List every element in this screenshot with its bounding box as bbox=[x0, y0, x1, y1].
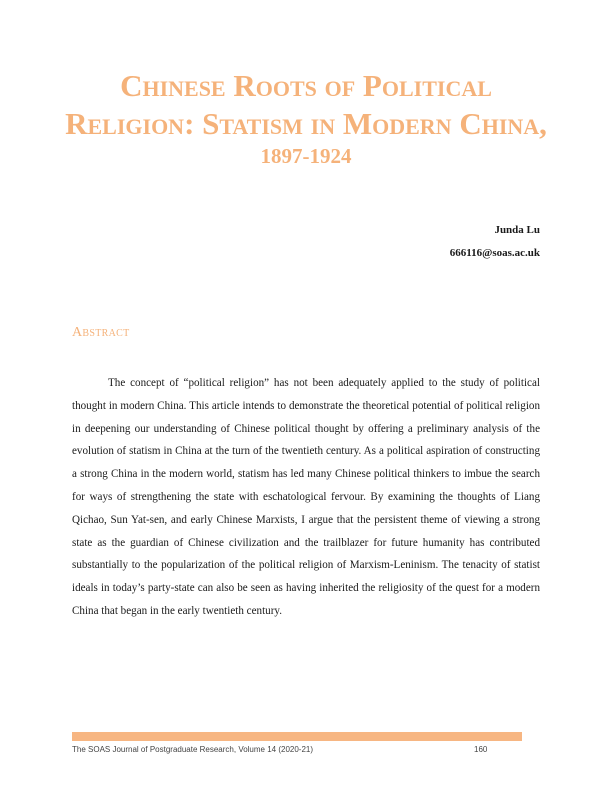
article-title-line-2: Religion: Statism in Modern China, bbox=[65, 106, 547, 141]
author-name: Junda Lu bbox=[494, 224, 540, 236]
footer-accent-bar bbox=[72, 732, 522, 741]
author-email: 666116@soas.ac.uk bbox=[449, 247, 540, 259]
abstract-heading: Abstract bbox=[72, 325, 130, 340]
article-title-line-1: Chinese Roots of Political bbox=[120, 68, 492, 103]
footer-journal-citation: The SOAS Journal of Postgraduate Research, Volume 14 (2020-21) bbox=[72, 745, 314, 754]
abstract-text: The concept of “political religion” has not been adequately applied to the study of political thought in modern China. This article intends to demonstrate the theoretical potential of political religion in deepening our understanding of Chinese political thought by offering a preliminary analysis of the evolution of statism in China at the turn of the twentieth century. As a political aspiration of constructing a strong China in the modern world, statism has led many Chinese political thinkers to imbue the search for ways of strengthening the state with eschatological fervour. By examining the thoughts of Liang Qichao, Sun Yat-sen, and early Chinese Marxists, I argue that the persistent theme of viewing a strong state as the guardian of Chinese civilization and the trailblazer for future humanity has contributed substantially to the popularization of the political religion of Marxism-Leninism. The tenacity of statist ideals in today’s party-state can also be seen as having inherited the religiosity of the quest for a modern China that began in the early twentieth century. bbox=[72, 377, 540, 617]
article-title-years: 1897-1924 bbox=[260, 144, 352, 168]
page-number: 160 bbox=[474, 745, 488, 754]
